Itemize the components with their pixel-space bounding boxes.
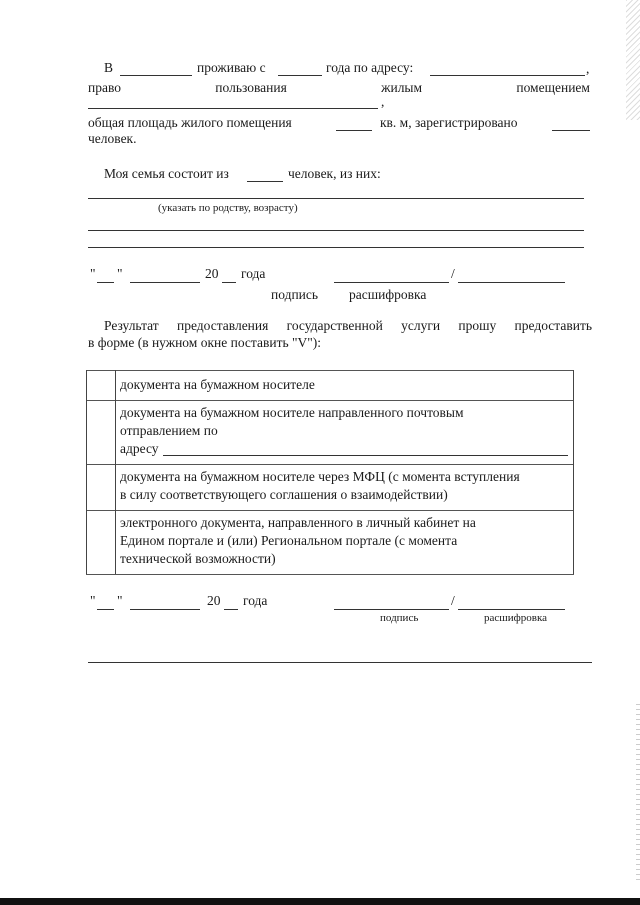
sign1-year-prefix: 20 bbox=[205, 266, 219, 281]
para1-comma2: , bbox=[381, 94, 385, 109]
sign2-year-prefix: 20 bbox=[207, 593, 221, 608]
table-row-divider bbox=[86, 464, 574, 465]
option-mail-text-3: адресу bbox=[120, 441, 159, 456]
table-row-divider bbox=[86, 510, 574, 511]
option-paper-text: документа на бумажном носителе bbox=[120, 377, 315, 392]
blank-registered[interactable] bbox=[552, 130, 590, 131]
table-column-divider bbox=[115, 370, 116, 574]
family-suffix: человек, из них: bbox=[288, 166, 381, 181]
area-unit: кв. м, зарегистрировано bbox=[380, 115, 518, 130]
option-mfc-text-1: документа на бумажном носителе через МФЦ (с момента вступления bbox=[120, 469, 520, 484]
sign1-signature-line[interactable] bbox=[334, 282, 449, 283]
family-hint: (указать по родству, возрасту) bbox=[158, 202, 298, 214]
right-word: пользования bbox=[215, 80, 287, 95]
option-electronic-text-2: Едином портале и (или) Региональном портале (с момента bbox=[120, 533, 458, 548]
sign1-year-word: года bbox=[241, 266, 266, 281]
para1-resides-since: проживаю с bbox=[197, 60, 266, 75]
sign2-slash: / bbox=[451, 593, 455, 608]
blank-since-year[interactable] bbox=[278, 75, 322, 76]
persons-word: человек. bbox=[88, 131, 137, 146]
sign1-blank-year[interactable] bbox=[222, 282, 236, 283]
para1-w-word: В bbox=[104, 60, 114, 75]
option-electronic-text-3: технической возможности) bbox=[120, 551, 276, 566]
sign2-signature-line[interactable] bbox=[334, 609, 449, 610]
sign2-quote-open: " bbox=[90, 593, 96, 608]
option-checkbox-mfc[interactable] bbox=[87, 465, 114, 509]
sign1-decoding-line[interactable] bbox=[458, 282, 565, 283]
bottom-separator bbox=[88, 662, 592, 663]
blank-address[interactable] bbox=[430, 75, 585, 76]
family-line-2[interactable] bbox=[88, 230, 584, 231]
option-checkbox-mail[interactable] bbox=[87, 401, 114, 463]
option-mfc-text-2: в силу соответствующего соглашения о взаимодействии) bbox=[120, 487, 448, 502]
blank-area[interactable] bbox=[336, 130, 372, 131]
sign2-blank-year[interactable] bbox=[224, 609, 238, 610]
sign1-blank-month[interactable] bbox=[130, 282, 200, 283]
para1-year-at-address: года по адресу: bbox=[326, 60, 414, 75]
para1-right-line bbox=[88, 80, 590, 96]
sign1-quote-close: " bbox=[117, 266, 123, 281]
family-line-1[interactable] bbox=[88, 198, 584, 199]
sign2-decoding-caption: расшифровка bbox=[484, 612, 548, 624]
para1-comma: , bbox=[586, 61, 590, 76]
sign1-signature-caption: подпись bbox=[271, 287, 319, 302]
scan-edge-artifact bbox=[626, 0, 640, 120]
sign2-quote-close: " bbox=[117, 593, 123, 608]
option-mail-text-1: документа на бумажном носителе направленного почтовым bbox=[120, 405, 464, 420]
sign1-decoding-caption: расшифровка bbox=[349, 287, 427, 302]
right-word: помещением bbox=[516, 80, 590, 95]
blank-location[interactable] bbox=[120, 75, 192, 76]
result-line-2: в форме (в нужном окне поставить "V"): bbox=[88, 335, 322, 350]
sign2-blank-month[interactable] bbox=[130, 609, 200, 610]
blank-right-of-use[interactable] bbox=[88, 108, 378, 109]
family-line-3[interactable] bbox=[88, 247, 584, 248]
sign2-signature-caption: подпись bbox=[380, 612, 419, 624]
result-line-1 bbox=[104, 318, 592, 334]
option-electronic-text-1: электронного документа, направленного в личный кабинет на bbox=[120, 515, 476, 530]
sign2-decoding-line[interactable] bbox=[458, 609, 565, 610]
option-checkbox-electronic[interactable] bbox=[87, 511, 114, 573]
sign1-slash: / bbox=[451, 266, 455, 281]
result-text-1: Результат предоставления государственной услуги прошу предоставить bbox=[104, 318, 592, 333]
table-border-top bbox=[86, 370, 574, 371]
sign1-quote-open: " bbox=[90, 266, 96, 281]
sign2-year-word: года bbox=[243, 593, 268, 608]
option-mail-text-2: отправлением по bbox=[120, 423, 218, 438]
area-prefix: общая площадь жилого помещения bbox=[88, 115, 292, 130]
blank-family-count[interactable] bbox=[247, 181, 283, 182]
table-row-divider bbox=[86, 400, 574, 401]
scan-edge-artifact bbox=[636, 700, 640, 880]
right-word: право bbox=[88, 80, 121, 95]
right-word: жилым bbox=[381, 80, 423, 95]
table-border-bottom bbox=[86, 574, 574, 575]
sign1-blank-day[interactable] bbox=[97, 282, 114, 283]
scan-bottom-edge bbox=[0, 898, 640, 905]
option-checkbox-paper[interactable] bbox=[87, 371, 114, 399]
family-prefix: Моя семья состоит из bbox=[104, 166, 229, 181]
sign2-blank-day[interactable] bbox=[97, 609, 114, 610]
table-border-right bbox=[573, 370, 574, 574]
blank-mail-address[interactable] bbox=[163, 455, 568, 456]
